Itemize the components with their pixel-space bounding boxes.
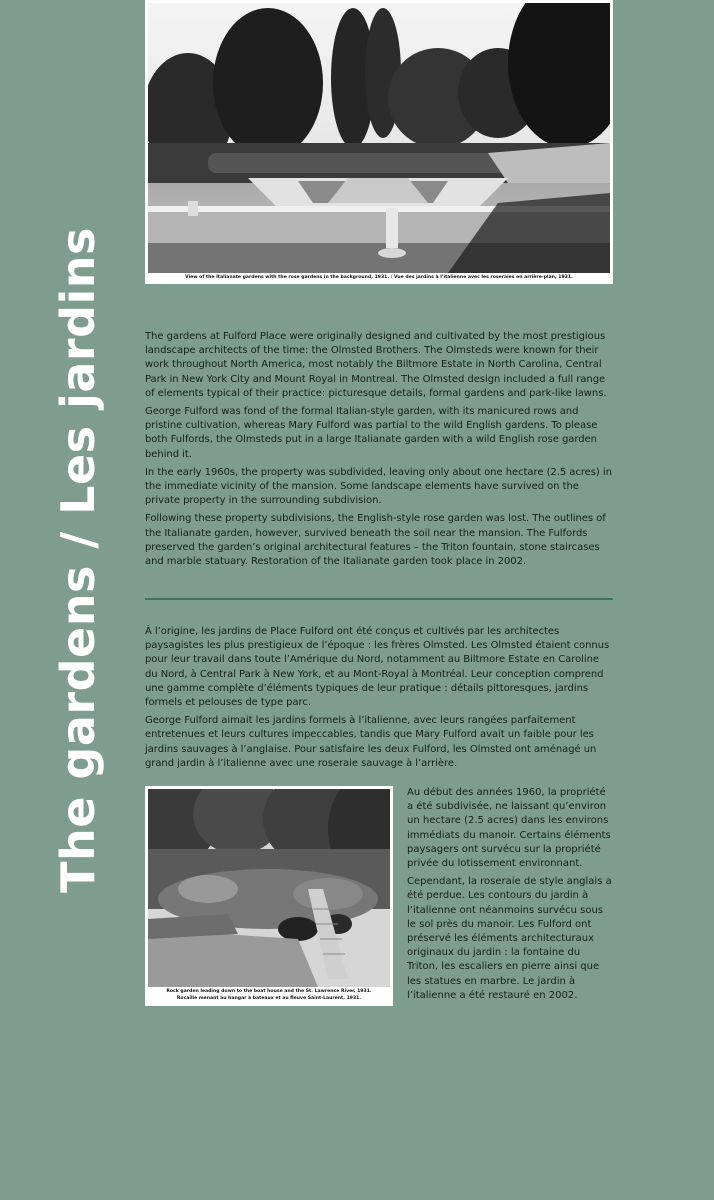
page-title: The gardens / Les jardins xyxy=(51,227,105,893)
bottom-photo-caption xyxy=(148,987,390,1002)
bottom-photo-caption-line-2: Rocaille menant au hangar à bateaux et au fleuve Saint-Laurent, 1931. xyxy=(176,996,362,1001)
french-text xyxy=(145,625,613,775)
top-photo-frame xyxy=(145,0,613,284)
french-side-paragraph-2: Cependant, la roseraie de style anglais a été perdue. Les contours du jardin à l’italienne ont néanmoins survécu sous le sol près du manoir. Les Fulford ont préservé les éléments architecturaux originaux du jardin : la fontaine du Triton, les escaliers en pierre ainsi que les statues en marbre. Le jardin à l’italienne a été restauré en 2002. xyxy=(407,876,612,1001)
english-paragraph-3: In the early 1960s, the property was subdivided, leaving only about one hectare (2.5 acres) in the immediate vicinity of the mansion. Some landscape elements have survived on the private property in the surrounding subdivision. xyxy=(145,466,612,507)
section-divider xyxy=(145,598,613,600)
french-side-text xyxy=(407,786,613,1007)
top-photo-caption: View of the Italianate gardens with the rose gardens in the background, 1931. / Vue des jardins à l’italienne avec les roseraies en arrière-plan, 1931. xyxy=(185,275,573,280)
french-paragraph-1: À l’origine, les jardins de Place Fulford ont été conçus et cultivés par les architectes paysagistes les plus prestigieux de l’époque : les frères Olmsted. Les Olmsted étaient connus pour leur travail dans toute l’Amérique du Nord, notamment au Biltmore Estate en Caroline du Nord, à Central Park à New York, et au Mont-Royal à Montréal. Leur conception comprend une gamme complète d’éléments typiques de leur pratique : détails pittoresques, jardins formels et pelouses de type parc. xyxy=(145,626,610,709)
english-paragraph-4: Following these property subdivisions, the English-style rose garden was lost. The outlines of the Italianate garden, however, survived beneath the soil near the mansion. The Fulfords preserved the garden’s original architectural features – the Triton fountain, stone staircases and marble statuary. Restoration of the Italianate garden took place in 2002. xyxy=(145,513,606,568)
english-paragraph-1: The gardens at Fulford Place were originally designed and cultivated by the most prestigious landscape architects of the time: the Olmsted Brothers. The Olmsteds were known for their work throughout North America, most notably the Biltmore Estate in North Carolina, Central Park in New York City and Mount Royal in Montreal. The Olmsted design included a full range of elements typical of their practice: picturesque details, formal gardens and park-like lawns. xyxy=(145,331,607,399)
french-side-paragraph-1: Au début des années 1960, la propriété a été subdivisée, ne laissant qu’environ un hectare (2.5 acres) dans les environs immédiats du manoir. Certains éléments paysagers ont survécu sur la propriété privée du lotissement environnant. xyxy=(407,787,611,870)
rock-garden-photo xyxy=(148,789,390,987)
italianate-garden-photo xyxy=(148,3,610,273)
english-text xyxy=(145,330,613,573)
french-paragraph-2: George Fulford aimait les jardins formels à l’italienne, avec leurs rangées parfaitement entretenues et leurs cultures impeccables, tandis que Mary Fulford avait un faible pour les jardins sauvages à l’anglaise. Pour satisfaire les deux Fulford, les Olmsted ont aménagé un grand jardin à l’italienne avec une roseraie sauvage à l’arrière. xyxy=(145,715,597,769)
bottom-photo-caption-line-1: Rock garden leading down to the boat house and the St. Lawrence River, 1931. xyxy=(166,989,372,994)
english-paragraph-2: George Fulford was fond of the formal Italian-style garden, with its manicured rows and pristine cultivation, whereas Mary Fulford was partial to the wild English gardens. To please both Fulfords, the Olmsteds put in a large Italianate garden with a wild English rose garden behind it. xyxy=(145,406,598,460)
vertical-title xyxy=(48,227,108,893)
bottom-photo-frame xyxy=(145,786,393,1006)
